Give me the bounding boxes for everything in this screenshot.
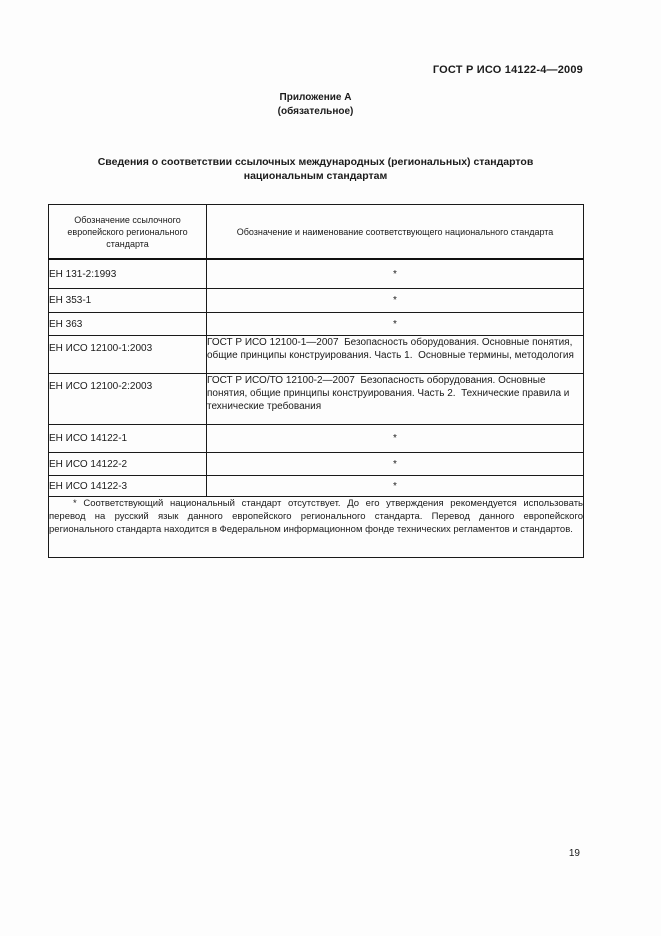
table-footnote-row: [49, 497, 584, 558]
table-row: [49, 289, 584, 313]
annex-type: (обязательное): [277, 106, 354, 117]
cell-standard-designation: ЕН ИСО 12100-2:2003: [49, 374, 207, 425]
cell-national-standard: *: [207, 453, 584, 476]
cell-standard-designation: ЕН 363: [49, 313, 207, 336]
table-footnote: * Соответствующий национальный стандарт отсутствует. До его утверждения рекомендуется использовать перевод на русский язык данного европейского регионального стандарта. Перевод данного европейского регионального стандарта находится в Федеральном информационном фонде технических регламентов и стандартов.: [49, 498, 583, 535]
cell-standard-designation: ЕН 131-2:1993: [49, 259, 207, 289]
annex-label: Приложение А: [279, 92, 352, 103]
footnote-cell: [49, 497, 584, 558]
cell-standard-designation: ЕН 353-1: [49, 289, 207, 313]
page-number: 19: [568, 848, 580, 859]
running-head-standard-number: ГОСТ Р ИСО 14122-4—2009: [432, 64, 583, 76]
cell-standard-designation: ЕН ИСО 14122-3: [49, 476, 207, 497]
cell-national-standard: ГОСТ Р ИСО 12100-1—2007 Безопасность оборудования. Основные понятия, общие принципы конструирования. Часть 1. Основные термины, методология: [207, 336, 584, 374]
cell-national-standard: *: [207, 259, 584, 289]
cell-national-standard: *: [207, 289, 584, 313]
annex-heading: [48, 91, 583, 119]
table-row: [49, 313, 584, 336]
table-row: [49, 476, 584, 497]
cell-national-standard: *: [207, 476, 584, 497]
table-row: [49, 374, 584, 425]
cell-standard-designation: ЕН ИСО 14122-2: [49, 453, 207, 476]
page-title: [48, 156, 583, 183]
column-header-national-standard: Обозначение и наименование соответствующего национального стандарта: [207, 205, 584, 260]
page-title-line-2: национальным стандартам: [243, 169, 388, 182]
cell-national-standard: *: [207, 425, 584, 453]
table-row: [49, 259, 584, 289]
table-row: [49, 336, 584, 374]
table-header-row: [49, 205, 584, 260]
cell-national-standard: ГОСТ Р ИСО/ТО 12100-2—2007 Безопасность оборудования. Основные понятия, общие принципы конструирования. Часть 2. Технические правила и технические требования: [207, 374, 584, 425]
cell-national-standard: *: [207, 313, 584, 336]
cell-standard-designation: ЕН ИСО 12100-1:2003: [49, 336, 207, 374]
page-title-line-1: Сведения о соответствии ссылочных международных (региональных) стандартов: [97, 156, 534, 168]
table-row: [49, 425, 584, 453]
standards-correspondence-table: [48, 204, 584, 558]
table-row: [49, 453, 584, 476]
column-header-referenced-standard: Обозначение ссылочного европейского регионального стандарта: [49, 205, 207, 260]
cell-standard-designation: ЕН ИСО 14122-1: [49, 425, 207, 453]
